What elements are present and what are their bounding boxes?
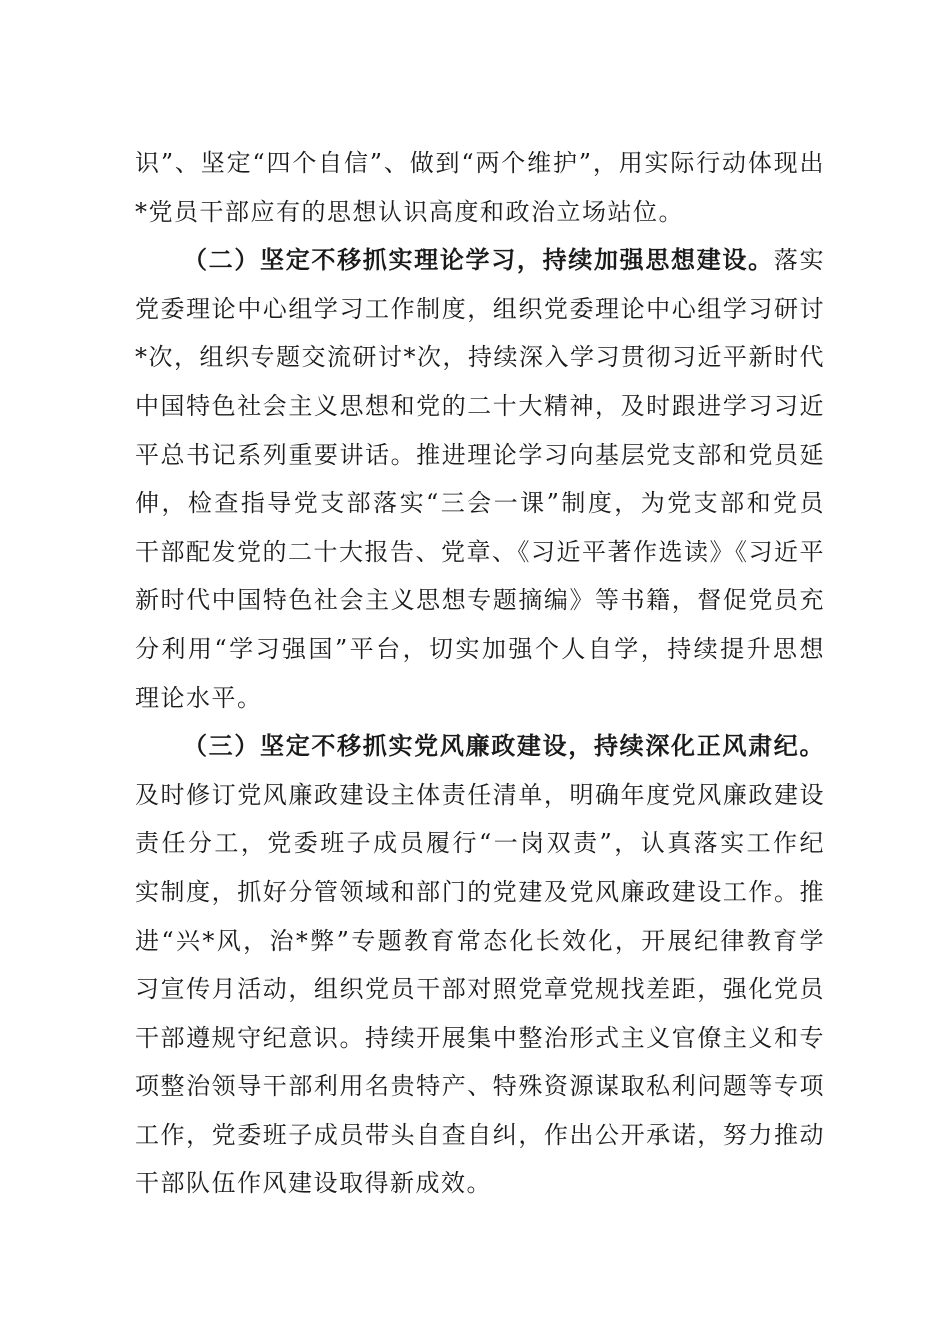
paragraph-body: 及时修订党风廉政建设主体责任清单，明确年度党风廉政建设责任分工，党委班子成员履行“一岗双责”，认真落实工作纪实制度，抓好分管领域和部门的党建及党风廉政建设工作。推进“兴*风，治*弊”专题教育常态化长效化，开展纪律教育学习宣传月活动，组织党员干部对照党章党规找差距，强化党员干部遵规守纪意识。持续开展集中整治形式主义官僚主义和专项整治领导干部利用名贵特产、特殊资源谋取私利问题等专项工作，党委班子成员带头自查自纠，作出公开承诺，努力推动干部队伍作风建设取得新成效。 bbox=[135, 780, 825, 1198]
paragraph-section-3 bbox=[135, 722, 825, 1208]
section-heading: （三）坚定不移抓实党风廉政建设，持续深化正风肃纪。 bbox=[183, 731, 825, 761]
paragraph-body: 落实党委理论中心组学习工作制度，组织党委理论中心组学习研讨*次，组织专题交流研讨*次，持续深入学习贯彻习近平新时代中国特色社会主义思想和党的二十大精神，及时跟进学习习近平总书记系列重要讲话。推进理论学习向基层党支部和党员延伸，检查指导党支部落实“三会一课”制度，为党支部和党员干部配发党的二十大报告、党章、《习近平著作选读》《习近平新时代中国特色社会主义思想专题摘编》等书籍，督促党员充分利用“学习强国”平台，切实加强个人自学，持续提升思想理论水平。 bbox=[135, 246, 825, 712]
paragraph-body: 识”、坚定“四个自信”、做到“两个维护”，用实际行动体现出*党员干部应有的思想认识高度和政治立场站位。 bbox=[135, 149, 825, 226]
paragraph-continuation bbox=[135, 139, 825, 236]
section-heading: （二）坚定不移抓实理论学习，持续加强思想建设。 bbox=[183, 245, 774, 275]
paragraph-section-2 bbox=[135, 236, 825, 722]
document-body bbox=[135, 139, 825, 1208]
